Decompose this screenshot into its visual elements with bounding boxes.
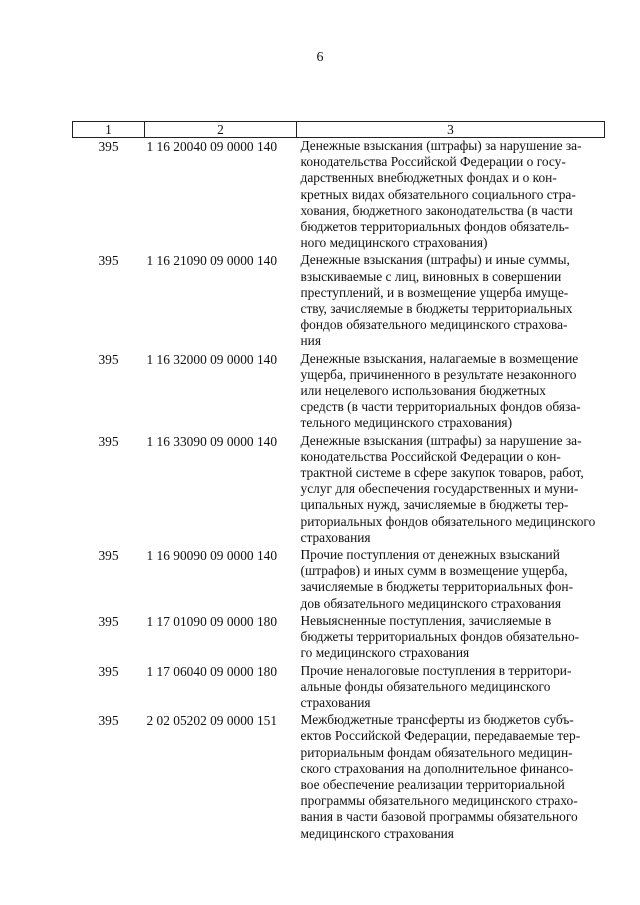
revenue-description-cell [297,613,605,663]
description-line: тельного медицинского страхования) [300,415,513,431]
revenue-code-cell: 1 16 90090 09 0000 140 [146,548,278,564]
table-body [73,138,605,843]
table-row [73,138,605,253]
revenue-description-cell [297,663,605,713]
admin-code-cell: 395 [98,613,119,629]
description-line: дарственных внебюджетных фондах и о кон- [300,170,557,186]
description-line: Денежные взыскания, налагаемые в возмещение [300,350,579,366]
table-row [73,433,605,547]
page-number: 6 [316,50,324,65]
description-line: альные фонды обязательного медицинского [300,678,551,694]
description-line: Прочие поступления от денежных взысканий [300,547,560,563]
description-line: Денежные взыскания (штрафы) за нарушение за- [300,138,582,153]
admin-code-cell: 395 [98,713,119,729]
description-line: программы обязательного медицинского страхо- [300,793,578,809]
description-line: или нецелевого использования бюджетных [300,383,546,399]
description-line: преступлений, и в возмещение ущерба имуще- [300,284,569,300]
table-row [73,547,605,613]
admin-code-cell: 395 [98,663,119,679]
description-line: Межбюджетные трансферты из бюджетов субъ- [300,712,574,728]
table-row [73,712,605,843]
table-row [73,351,605,433]
column-header-1: 1 [73,122,145,138]
description-line: вое обеспечение реализации территориальной [300,776,565,792]
revenue-code-cell: 2 02 05202 09 0000 151 [146,713,278,729]
description-line: ского страхования на дополнительное финансо- [300,760,574,776]
description-line: ципальных нужд, зачисляемые в бюджеты тер- [300,497,569,513]
table-row [73,613,605,663]
description-line: ству, зачисляемые в бюджеты территориальных [300,301,573,317]
description-line: (штрафов) и иных сумм в возмещение ущерба, [300,563,568,579]
description-line: Денежные взыскания (штрафы) за нарушение за- [300,432,582,448]
description-line: ного медицинского страхования) [300,235,488,251]
description-line: Прочие неналоговые поступления в территори- [300,662,572,678]
description-line: ектов Российской Федерации, передаваемые тер- [300,728,581,744]
description-line: риториальным фондам обязательного медицин- [300,744,573,760]
admin-code-cell: 395 [98,351,119,367]
revenue-code-cell: 1 16 33090 09 0000 140 [146,433,278,449]
revenue-description-cell [297,252,605,350]
description-line: фондов обязательного медицинского страхова- [300,317,568,333]
description-line: ния [300,333,321,349]
admin-code-cell: 395 [98,433,119,449]
description-line: взыскиваемые с лиц, виновных в совершении [300,268,562,284]
description-line: конодательства Российской Федерации о кон- [300,448,561,464]
description-line: трактной системе в сфере закупок товаров, работ, [300,465,584,481]
revenue-description-cell [297,138,605,253]
table-header-row [73,122,605,138]
description-line: кретных видах обязательного социального стра- [300,186,576,202]
revenue-description-cell [297,433,605,547]
table-row [73,663,605,713]
description-line: бюджеты территориальных фондов обязательно- [300,629,580,645]
description-line: Невыясненные поступления, зачисляемые в [300,612,552,628]
revenue-code-cell: 1 16 32000 09 0000 140 [146,351,278,367]
revenue-code-cell: 1 17 01090 09 0000 180 [146,613,278,629]
description-line: вания в части базовой программы обязательного [300,809,578,825]
revenue-code-cell: 1 16 20040 09 0000 140 [146,139,278,154]
revenue-description-cell [297,351,605,433]
description-line: зачисляемые в бюджеты территориальных фон- [300,579,574,595]
description-line: страхования [300,694,371,710]
description-line: ущерба, причиненного в результате незаконного [300,366,577,382]
column-header-3: 3 [297,122,605,138]
revenue-code-cell: 1 16 21090 09 0000 140 [146,253,278,269]
description-line: дов обязательного медицинского страхования [300,595,561,611]
description-line: го медицинского страхования [300,645,470,661]
description-line: страхования [300,529,371,545]
description-line: Денежные взыскания (штрафы) и иные суммы, [300,252,570,268]
description-line: конодательства Российской Федерации о госу- [300,154,566,170]
description-line: медицинского страхования [300,825,454,841]
description-line: риториальных фондов обязательного медицинского [300,513,596,529]
revenue-description-cell [297,547,605,613]
revenue-description-cell [297,712,605,843]
description-line: бюджетов территориальных фондов обязатель- [300,219,570,235]
description-line: хования, бюджетного законодательства (в части [300,202,573,218]
admin-code-cell: 395 [98,253,119,269]
description-line: услуг для обеспечения государственных и муни- [300,481,579,497]
revenue-code-cell: 1 17 06040 09 0000 180 [146,663,278,679]
admin-code-cell: 395 [98,548,119,564]
table-row [73,252,605,350]
revenue-codes-table [72,121,605,843]
admin-code-cell: 395 [98,139,119,154]
description-line: средств (в части территориальных фондов обяза- [300,399,581,415]
column-header-2: 2 [145,122,297,138]
